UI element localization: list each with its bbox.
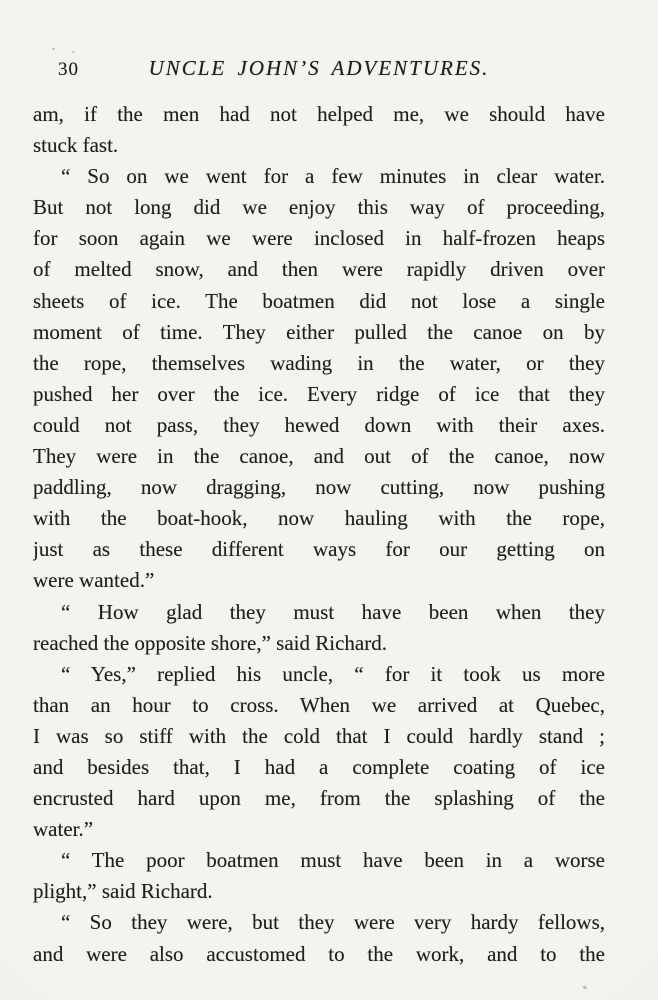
- text-line: “ How glad they must have been when they: [61, 599, 605, 624]
- text-line: But not long did we enjoy this way of proceeding,: [33, 195, 605, 220]
- text-line: I was so stiff with the cold that I could hardly stand ;: [33, 723, 605, 748]
- page-number: 30: [58, 59, 79, 80]
- text-line: reached the opposite shore,” said Richard.: [33, 630, 387, 655]
- text-line: moment of time. They either pulled the canoe on by: [33, 319, 605, 344]
- text-line: plight,” said Richard.: [33, 879, 213, 904]
- text-line: sheets of ice. The boatmen did not lose a single: [33, 288, 605, 313]
- body-text: [33, 99, 605, 970]
- text-line: water.”: [33, 817, 94, 842]
- text-line: and were also accustomed to the work, and to the: [33, 941, 605, 966]
- text-line: pushed her over the ice. Every ridge of ice that they: [33, 381, 605, 406]
- text-line: of melted snow, and then were rapidly driven over: [33, 257, 605, 282]
- text-line: and besides that, I had a complete coating of ice: [33, 754, 605, 779]
- text-line: paddling, now dragging, now cutting, now pushing: [33, 475, 605, 500]
- scan-speck: [52, 48, 55, 50]
- text-line: They were in the canoe, and out of the canoe, now: [33, 444, 605, 469]
- text-line: could not pass, they hewed down with their axes.: [33, 412, 605, 437]
- text-line: am, if the men had not helped me, we should have: [33, 102, 605, 126]
- text-line: were wanted.”: [33, 568, 155, 593]
- chapter-running-title: UNCLE JOHN’S ADVENTURES.: [148, 56, 490, 80]
- scan-speck: [583, 985, 588, 990]
- text-line: stuck fast.: [33, 133, 119, 158]
- text-line: the rope, themselves wading in the water, or they: [33, 350, 605, 375]
- text-line: encrusted hard upon me, from the splashing of the: [33, 786, 605, 811]
- text-line: “ Yes,” replied his uncle, “ for it took us more: [61, 661, 605, 686]
- text-line: “ So on we went for a few minutes in clear water.: [61, 164, 605, 189]
- text-line: “ The poor boatmen must have been in a worse: [61, 848, 605, 873]
- text-line: than an hour to cross. When we arrived at Quebec,: [33, 692, 605, 717]
- text-line: “ So they were, but they were very hardy fellows,: [61, 910, 605, 935]
- text-line: for soon again we were inclosed in half-frozen heaps: [33, 226, 605, 251]
- scan-speck: [72, 51, 75, 53]
- text-line: just as these different ways for our getting on: [33, 537, 605, 562]
- running-header: [33, 56, 605, 84]
- text-line: with the boat-hook, now hauling with the rope,: [33, 506, 605, 531]
